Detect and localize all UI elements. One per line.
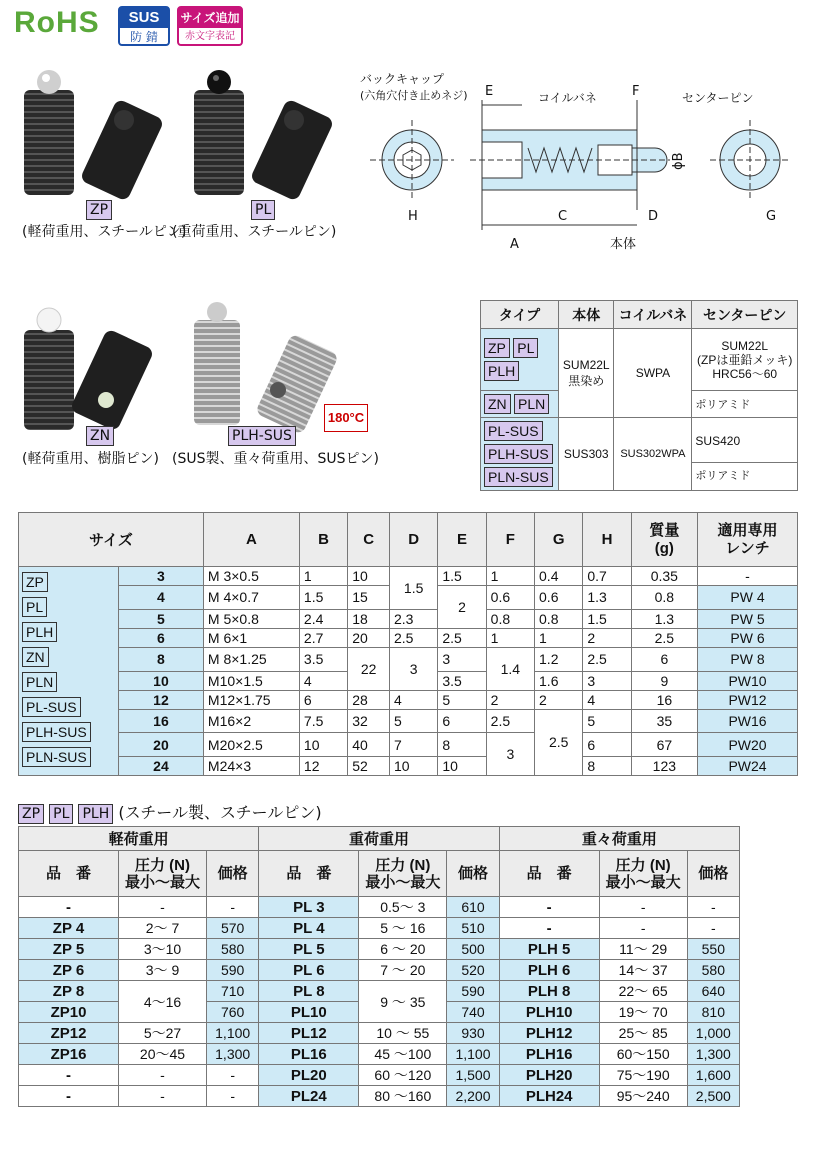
- mat-pin-d: ポリアミド: [695, 470, 751, 482]
- plh-sus-photo: [194, 302, 339, 435]
- sz-g: 0.4: [535, 567, 583, 586]
- zp-label: ZP: [86, 200, 112, 220]
- pressure-range: -: [599, 918, 687, 939]
- sz-mass: 0.8: [631, 586, 697, 610]
- sz-h-c: C: [348, 513, 390, 567]
- part-number: PL 8: [259, 981, 359, 1002]
- sz-h-size: サイズ: [19, 513, 204, 567]
- product-photos-bottom: [16, 300, 356, 430]
- price: 590: [447, 981, 499, 1002]
- sz-a: M 8×1.25: [203, 647, 299, 671]
- size-table: [18, 512, 798, 776]
- sz-b: 2.7: [299, 628, 347, 647]
- sz-e: 2: [438, 586, 486, 629]
- sz-size: 20: [119, 733, 204, 757]
- table-row: [19, 897, 740, 918]
- table-row: [19, 1065, 740, 1086]
- sz-a: M20×2.5: [203, 733, 299, 757]
- price: 520: [447, 960, 499, 981]
- sz-mass: 1.3: [631, 609, 697, 628]
- sz-mass: 67: [631, 733, 697, 757]
- mat-pin-a: SUM22L (ZPは亜鉛メッキ) HRC56～60: [692, 329, 798, 391]
- price: -: [687, 918, 739, 939]
- sz-type-pln: PLN: [22, 672, 57, 692]
- pr-group-heavy: 重荷重用: [259, 827, 499, 851]
- part-number: PL 5: [259, 939, 359, 960]
- part-number: ZP 4: [19, 918, 119, 939]
- sz-type-plh: PLH: [22, 622, 57, 642]
- sz-e: 2.5: [438, 628, 486, 647]
- price: 510: [447, 918, 499, 939]
- sz-e: 1.5: [438, 567, 486, 586]
- table-row: [19, 1086, 740, 1107]
- price: 640: [687, 981, 739, 1002]
- pr-group-light: 軽荷重用: [19, 827, 259, 851]
- table-row: [19, 960, 740, 981]
- sz-h-g: G: [535, 513, 583, 567]
- pressure-range: 19～ 70: [599, 1002, 687, 1023]
- sz-c: 10: [348, 567, 390, 586]
- price: -: [207, 1086, 259, 1107]
- sz-size: 12: [119, 690, 204, 709]
- product-photos-top: [16, 60, 356, 200]
- pressure-range: 5 ～ 16: [359, 918, 447, 939]
- sec-tag-zp: ZP: [18, 804, 44, 824]
- sz-a: M 5×0.8: [203, 609, 299, 628]
- part-number: PL 3: [259, 897, 359, 918]
- sz-type-pl: PL: [22, 597, 47, 617]
- sz-c: 52: [348, 757, 390, 776]
- price: 930: [447, 1023, 499, 1044]
- pr-subheader: 価格: [687, 851, 739, 897]
- back-cap-label: バックキャップ: [360, 72, 445, 86]
- sz-mass: 16: [631, 690, 697, 709]
- mat-body-sus: SUS303: [559, 418, 614, 491]
- table-row: [19, 1044, 740, 1065]
- sz-mass: 2.5: [631, 628, 697, 647]
- price: 1,100: [447, 1044, 499, 1065]
- sz-c: 22: [348, 647, 390, 690]
- pr-subheader: 品 番: [19, 851, 119, 897]
- price-table: [18, 826, 740, 1107]
- zp-caption: (軽荷重用、スチールピン): [22, 224, 187, 240]
- sz-g: 0.8: [535, 609, 583, 628]
- sz-f: 0.6: [486, 586, 534, 610]
- sz-f: 2: [486, 690, 534, 709]
- temp-180-badge: 180°C: [324, 404, 368, 432]
- sz-c: 32: [348, 709, 390, 733]
- sz-e: 8: [438, 733, 486, 757]
- sz-d: 2.5: [389, 628, 437, 647]
- table-row: [19, 918, 740, 939]
- sus-badge-top: SUS: [120, 8, 168, 28]
- sz-b: 1.5: [299, 586, 347, 610]
- pr-group-extra-heavy: 重々荷重用: [499, 827, 739, 851]
- table-row: [19, 981, 740, 1002]
- dim-a: A: [510, 237, 519, 252]
- pressure-range: 10 ～ 55: [359, 1023, 447, 1044]
- sz-f: 0.8: [486, 609, 534, 628]
- sz-e: 3.5: [438, 671, 486, 690]
- mat-types-c: [481, 418, 559, 491]
- price: 810: [687, 1002, 739, 1023]
- pressure-range: 11～ 29: [599, 939, 687, 960]
- dim-d: D: [648, 209, 659, 224]
- part-number: PLH 6: [499, 960, 599, 981]
- sz-mass: 6: [631, 647, 697, 671]
- sz-wrench: PW24: [698, 757, 798, 776]
- tag-pln-sus: PLN-SUS: [484, 467, 553, 487]
- pressure-range: -: [599, 897, 687, 918]
- mat-pin-b: ポリアミド: [692, 391, 798, 418]
- sz-wrench: PW12: [698, 690, 798, 709]
- pressure-range: 3～10: [119, 939, 207, 960]
- sz-h: 8: [583, 757, 631, 776]
- sz-h: 6: [583, 733, 631, 757]
- price: -: [687, 897, 739, 918]
- sz-wrench: -: [698, 567, 798, 586]
- part-number: -: [19, 1086, 119, 1107]
- sz-mass: 9: [631, 671, 697, 690]
- part-number: PL 4: [259, 918, 359, 939]
- sz-b: 4: [299, 671, 347, 690]
- body-label: 本体: [610, 237, 637, 252]
- dim-h: H: [408, 209, 418, 224]
- price: 1,300: [207, 1044, 259, 1065]
- sz-size: 3: [119, 567, 204, 586]
- pressure-range: 7 ～ 20: [359, 960, 447, 981]
- part-number: -: [19, 897, 119, 918]
- part-number: PLH10: [499, 1002, 599, 1023]
- part-number: PLH 5: [499, 939, 599, 960]
- sz-size: 5: [119, 609, 204, 628]
- part-number: PL16: [259, 1044, 359, 1065]
- center-pin-label: センターピン: [682, 91, 754, 105]
- pl-photo: [194, 70, 335, 202]
- pressure-range: 14～ 37: [599, 960, 687, 981]
- sz-a: M24×3: [203, 757, 299, 776]
- sz-wrench: PW 5: [698, 609, 798, 628]
- pressure-range: -: [119, 897, 207, 918]
- sz-e: 3: [438, 647, 486, 671]
- sz-a: M 4×0.7: [203, 586, 299, 610]
- size-add-badge: [177, 6, 243, 46]
- sz-g: 2.5: [535, 709, 583, 776]
- sz-wrench: PW16: [698, 709, 798, 733]
- sec-tag-plh: PLH: [78, 804, 113, 824]
- sz-h-wrench: 適用専用 レンチ: [698, 513, 798, 567]
- pr-subheader: 圧力 (N) 最小～最大: [359, 851, 447, 897]
- price: 1,100: [207, 1023, 259, 1044]
- sz-f: 3: [486, 733, 534, 776]
- sz-type-pl-sus: PL-SUS: [22, 697, 81, 717]
- sz-h: 3: [583, 671, 631, 690]
- sz-h-mass: 質量 (g): [631, 513, 697, 567]
- sz-f: 1: [486, 628, 534, 647]
- tag-plh-sus: PLH-SUS: [484, 444, 553, 464]
- pressure-range: 9 ～ 35: [359, 981, 447, 1023]
- pressure-range: 4～16: [119, 981, 207, 1023]
- sz-h-b: B: [299, 513, 347, 567]
- part-number: PLH20: [499, 1065, 599, 1086]
- pressure-range: 95～240: [599, 1086, 687, 1107]
- dim-e: E: [485, 84, 494, 99]
- price-section-title: [18, 800, 322, 824]
- part-number: PL20: [259, 1065, 359, 1086]
- zp-photo: [24, 70, 165, 202]
- sz-f: 1.4: [486, 647, 534, 690]
- tag-plh: PLH: [484, 361, 519, 381]
- sz-wrench: PW10: [698, 671, 798, 690]
- rohs-logo: RoHS: [14, 6, 100, 39]
- price: 580: [207, 939, 259, 960]
- sz-size: 8: [119, 647, 204, 671]
- sz-size: 10: [119, 671, 204, 690]
- sz-f: 1: [486, 567, 534, 586]
- sz-mass: 0.35: [631, 567, 697, 586]
- sz-h: 2: [583, 628, 631, 647]
- sz-a: M16×2: [203, 709, 299, 733]
- mat-h-spring: コイルバネ: [614, 301, 692, 329]
- sz-c: 20: [348, 628, 390, 647]
- table-row: [19, 1023, 740, 1044]
- price: 710: [207, 981, 259, 1002]
- sz-type-group: [19, 567, 119, 776]
- sz-e: 5: [438, 690, 486, 709]
- pressure-range: 3～ 9: [119, 960, 207, 981]
- price: 2,200: [447, 1086, 499, 1107]
- pr-subheader: 価格: [447, 851, 499, 897]
- part-number: -: [19, 1065, 119, 1086]
- tag-zp: ZP: [484, 338, 510, 358]
- pressure-range: -: [119, 1086, 207, 1107]
- sz-f: 2.5: [486, 709, 534, 733]
- pressure-range: 2～ 7: [119, 918, 207, 939]
- price: 500: [447, 939, 499, 960]
- sz-h-e: E: [438, 513, 486, 567]
- mat-h-type: タイプ: [481, 301, 559, 329]
- part-number: ZP10: [19, 1002, 119, 1023]
- mat-pin-c: SUS420: [692, 419, 797, 463]
- price: 590: [207, 960, 259, 981]
- mat-types-a: [481, 329, 559, 391]
- sz-e: 10: [438, 757, 486, 776]
- sz-g: 1.2: [535, 647, 583, 671]
- sz-b: 3.5: [299, 647, 347, 671]
- mat-body-steel: SUM22L 黒染め: [559, 329, 614, 418]
- sz-h-f: F: [486, 513, 534, 567]
- sz-size: 16: [119, 709, 204, 733]
- price: 1,000: [687, 1023, 739, 1044]
- sz-b: 7.5: [299, 709, 347, 733]
- price: 570: [207, 918, 259, 939]
- pl-label: PL: [251, 200, 275, 220]
- dim-b: ϕB: [671, 152, 686, 170]
- pressure-range: 20～45: [119, 1044, 207, 1065]
- pr-subheader: 圧力 (N) 最小～最大: [599, 851, 687, 897]
- part-number: PLH24: [499, 1086, 599, 1107]
- zn-label: ZN: [86, 426, 114, 446]
- price: -: [207, 1065, 259, 1086]
- sz-b: 10: [299, 733, 347, 757]
- sz-b: 6: [299, 690, 347, 709]
- sz-d: 4: [389, 690, 437, 709]
- part-number: ZP 5: [19, 939, 119, 960]
- sz-wrench: PW 6: [698, 628, 798, 647]
- pressure-range: 5～27: [119, 1023, 207, 1044]
- sz-size: 24: [119, 757, 204, 776]
- price: 610: [447, 897, 499, 918]
- sz-h: 0.7: [583, 567, 631, 586]
- zn-caption: (軽荷重用、樹脂ピン): [22, 451, 159, 467]
- size-badge-top: サイズ追加: [179, 8, 241, 28]
- dim-g: G: [766, 209, 777, 224]
- sz-c: 18: [348, 609, 390, 628]
- part-number: PL24: [259, 1086, 359, 1107]
- sz-d: 7: [389, 733, 437, 757]
- sz-h: 1.5: [583, 609, 631, 628]
- price: 760: [207, 1002, 259, 1023]
- part-number: ZP12: [19, 1023, 119, 1044]
- pressure-range: 22～ 65: [599, 981, 687, 1002]
- sz-size: 6: [119, 628, 204, 647]
- price: 1,600: [687, 1065, 739, 1086]
- dimension-diagram: [360, 70, 800, 270]
- sz-e: 6: [438, 709, 486, 733]
- zn-photo: [24, 308, 155, 432]
- pr-subheader: 価格: [207, 851, 259, 897]
- pressure-range: 60 ～120: [359, 1065, 447, 1086]
- sz-h: 1.3: [583, 586, 631, 610]
- mat-spring-sus: SUS302WPA: [614, 418, 692, 491]
- part-number: ZP 6: [19, 960, 119, 981]
- size-badge-bottom: 赤文字表記: [185, 31, 235, 42]
- pressure-range: 45 ～100: [359, 1044, 447, 1065]
- sec-title: (スチール製、スチールピン): [118, 803, 322, 822]
- price: 580: [687, 960, 739, 981]
- part-number: PLH 8: [499, 981, 599, 1002]
- sz-c: 15: [348, 586, 390, 610]
- part-number: PLH12: [499, 1023, 599, 1044]
- price: -: [207, 897, 259, 918]
- price: 1,300: [687, 1044, 739, 1065]
- price: 2,500: [687, 1086, 739, 1107]
- pr-subheader: 品 番: [499, 851, 599, 897]
- price: 740: [447, 1002, 499, 1023]
- sz-a: M 3×0.5: [203, 567, 299, 586]
- sus-badge-bottom: 防 錆: [130, 30, 158, 44]
- sz-h: 4: [583, 690, 631, 709]
- sz-g: 2: [535, 690, 583, 709]
- tag-zn: ZN: [484, 394, 511, 414]
- part-number: ZP16: [19, 1044, 119, 1065]
- pressure-range: 0.5～ 3: [359, 897, 447, 918]
- pr-subheader: 圧力 (N) 最小～最大: [119, 851, 207, 897]
- mat-h-pin: センターピン: [692, 301, 798, 329]
- pr-subheader: 品 番: [259, 851, 359, 897]
- part-number: PL12: [259, 1023, 359, 1044]
- pressure-range: 6 ～ 20: [359, 939, 447, 960]
- tag-pl: PL: [513, 338, 538, 358]
- sz-mass: 123: [631, 757, 697, 776]
- sz-b: 2.4: [299, 609, 347, 628]
- pl-caption: (重荷重用、スチールピン): [172, 224, 337, 240]
- part-number: PL10: [259, 1002, 359, 1023]
- part-number: PL 6: [259, 960, 359, 981]
- dim-f: F: [632, 84, 640, 99]
- sz-a: M 6×1: [203, 628, 299, 647]
- sz-type-zp: ZP: [22, 572, 48, 592]
- price: 1,500: [447, 1065, 499, 1086]
- table-row: [19, 939, 740, 960]
- tag-pln: PLN: [514, 394, 549, 414]
- sz-mass: 35: [631, 709, 697, 733]
- plh-sus-caption: (SUS製、重々荷重用、SUSピン): [172, 451, 379, 467]
- mat-h-body: 本体: [559, 301, 614, 329]
- dim-c: C: [558, 209, 568, 224]
- part-number: PLH16: [499, 1044, 599, 1065]
- plh-sus-label: PLH-SUS: [228, 426, 296, 446]
- pressure-range: 75～190: [599, 1065, 687, 1086]
- sz-type-plh-sus: PLH-SUS: [22, 722, 91, 742]
- sz-a: M12×1.75: [203, 690, 299, 709]
- sz-d: 5: [389, 709, 437, 733]
- sz-wrench: PW20: [698, 733, 798, 757]
- sz-c: 40: [348, 733, 390, 757]
- tag-pl-sus: PL-SUS: [484, 421, 543, 441]
- part-number: -: [499, 897, 599, 918]
- sz-type-pln-sus: PLN-SUS: [22, 747, 91, 767]
- sz-h-d: D: [389, 513, 437, 567]
- pressure-range: 25～ 85: [599, 1023, 687, 1044]
- sz-a: M10×1.5: [203, 671, 299, 690]
- sz-d: 3: [389, 647, 437, 690]
- sz-h-h: H: [583, 513, 631, 567]
- sz-d: 10: [389, 757, 437, 776]
- sz-wrench: PW 4: [698, 586, 798, 610]
- sz-type-zn: ZN: [22, 647, 49, 667]
- sz-c: 28: [348, 690, 390, 709]
- mat-types-b: [481, 391, 559, 418]
- mat-pin-c-cell: [692, 418, 798, 491]
- sz-h: 2.5: [583, 647, 631, 671]
- sus-badge: [118, 6, 170, 46]
- pressure-range: -: [119, 1065, 207, 1086]
- part-number: -: [499, 918, 599, 939]
- sz-d: 2.3: [389, 609, 437, 628]
- sz-b: 1: [299, 567, 347, 586]
- sz-g: 0.6: [535, 586, 583, 610]
- sz-b: 12: [299, 757, 347, 776]
- sz-h: 5: [583, 709, 631, 733]
- pressure-range: 80 ～160: [359, 1086, 447, 1107]
- material-table: [480, 300, 798, 491]
- sz-d: 1.5: [389, 567, 437, 610]
- part-number: ZP 8: [19, 981, 119, 1002]
- back-cap-sub: (六角穴付き止めネジ): [360, 89, 468, 102]
- mat-spring-steel: SWPA: [614, 329, 692, 418]
- coil-label: コイルバネ: [538, 91, 597, 105]
- sec-tag-pl: PL: [49, 804, 73, 824]
- sz-g: 1: [535, 628, 583, 647]
- sz-size: 4: [119, 586, 204, 610]
- sz-wrench: PW 8: [698, 647, 798, 671]
- price: 550: [687, 939, 739, 960]
- sz-g: 1.6: [535, 671, 583, 690]
- pressure-range: 60～150: [599, 1044, 687, 1065]
- sz-h-a: A: [203, 513, 299, 567]
